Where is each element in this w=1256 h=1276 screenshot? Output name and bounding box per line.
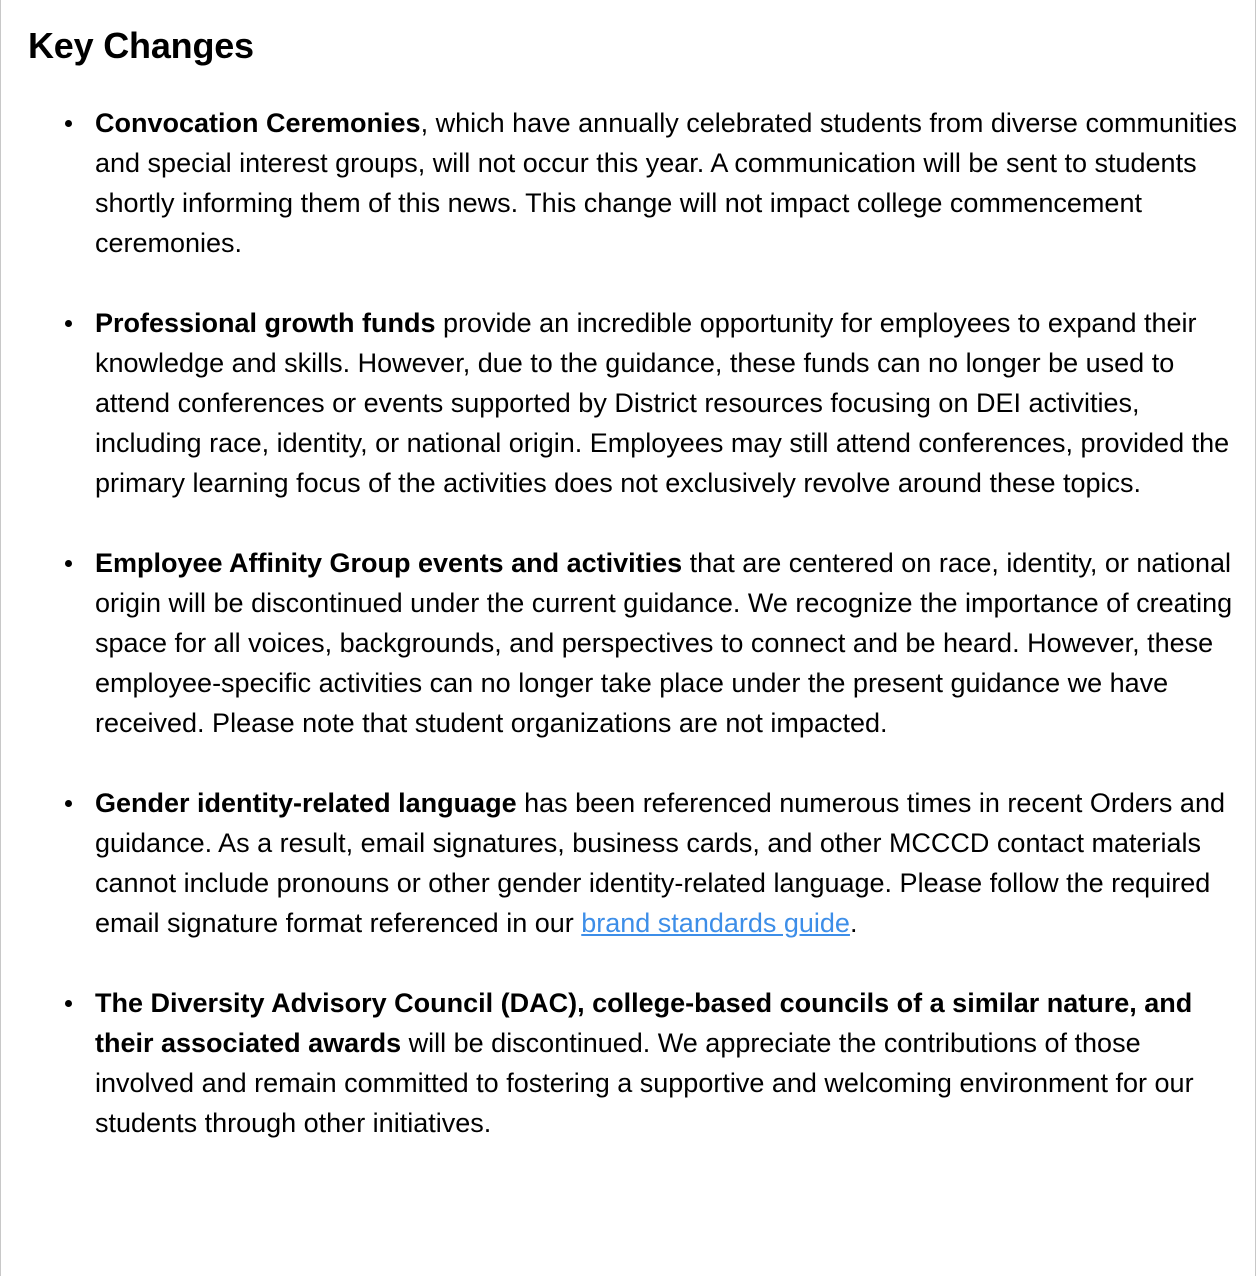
item-text: , which have annually celebrated students from diverse communities and special interest groups, will not occur this year. A communication will be sent to students shortly informing them of this news. This change will not impact college commencement ceremonies. [95, 108, 1237, 258]
list-item-affinity-groups [1, 543, 1256, 743]
item-text: provide an incredible opportunity for employees to expand their knowledge and skills. However, due to the guidance, these funds can no longer be used to attend conferences or events supported by District resources focusing on DEI activities, including race, identity, or national origin. Employees may still attend conferences, provided the primary learning focus of the activities does not exclusively revolve around these topics. [95, 308, 1230, 498]
item-lead: The Diversity Advisory Council (DAC), college-based councils of a similar nature, and their associated awards [95, 988, 1193, 1058]
item-text: will be discontinued. We appreciate the contributions of those involved and remain committed to fostering a supportive and welcoming environment for our students through other initiatives. [95, 1028, 1194, 1138]
brand-standards-guide-link[interactable]: brand standards guide [581, 908, 850, 938]
item-text-end: . [849, 908, 858, 938]
list-item-diversity-council [1, 983, 1256, 1143]
item-lead: Professional growth funds [95, 308, 436, 338]
list-item-gender-language [1, 783, 1256, 943]
key-changes-list [1, 103, 1256, 1183]
section-heading: Key Changes [28, 25, 254, 66]
item-lead: Gender identity-related language [95, 788, 517, 818]
list-item-growth-funds [1, 303, 1256, 503]
list-item-convocation [1, 103, 1256, 263]
item-lead: Employee Affinity Group events and activities [95, 548, 683, 578]
item-text: has been referenced numerous times in recent Orders and guidance. As a result, email signatures, business cards, and other MCCCD contact materials cannot include pronouns or other gender identity-related language. Please follow the required email signature format referenced in our [95, 788, 1225, 938]
item-lead: Convocation Ceremonies [95, 108, 421, 138]
item-text: that are centered on race, identity, or national origin will be discontinued under the current guidance. We recognize the importance of creating space for all voices, backgrounds, and perspectives to connect and be heard. However, these employee-specific activities can no longer take place under the present guidance we have received. Please note that student organizations are not impacted. [95, 548, 1233, 738]
